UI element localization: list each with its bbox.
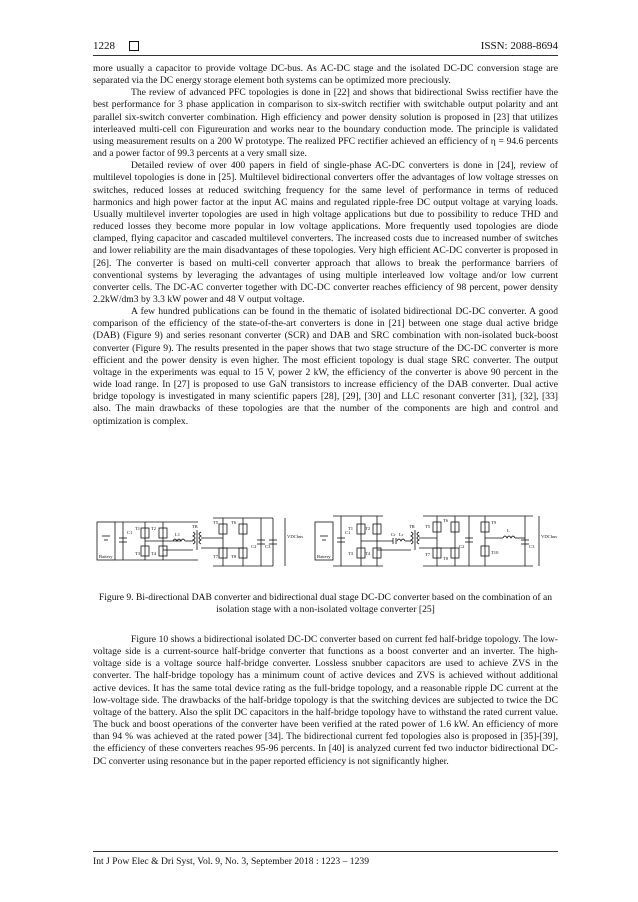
component-label: C2: [459, 544, 465, 549]
component-label: C3: [265, 544, 271, 549]
component-label: TR: [409, 524, 415, 529]
body-text-bottom: [93, 634, 558, 768]
body-text-top: [93, 63, 558, 428]
component-label: L: [507, 528, 510, 533]
component-label: T3: [348, 551, 354, 556]
header-divider: [93, 55, 558, 56]
footer-divider: [93, 851, 558, 852]
component-label: T5: [213, 520, 219, 525]
component-label: Cr: [391, 532, 396, 537]
component-label: T6: [231, 520, 237, 525]
component-label: T2: [151, 526, 157, 531]
journal-footer: Int J Pow Elec & Dri Syst, Vol. 9, No. 3, September 2018 : 1223 – 1239: [93, 856, 369, 867]
component-label: C1: [345, 530, 351, 535]
battery-label: Battery: [317, 554, 331, 559]
component-label: L1: [175, 532, 181, 537]
component-label: T6: [443, 518, 449, 523]
component-label: T7: [213, 554, 219, 559]
component-label: Lr: [399, 532, 404, 537]
square-icon: [129, 41, 139, 51]
paragraph: Figure 10 shows a bidirectional isolated DC-DC converter based on current fed half-bridge topology. The low-voltage side is a current-source half-bridge converter that functions as a boost converter and an inverter. The high-voltage side is a voltage source half-bridge converter. Lossless snubber capacitors are used to achieve ZVS in the converter. The half-bridge topology has a minimum count of active devices and ZVS is achieved without additional active devices. It has the same total device rating as the full-bridge topology, and a reasonable ripple DC current at the low-voltage side. The drawbacks of the half-bridge topology is that the switching devices are subjected to twice the DC voltage of the battery. Also the split DC capacitors in the half-bridge topology have to withstand the rated current value. The buck and boost operations of the converter have been verified at the rated power of 1.6 kW. An efficiency of more than 94 % was achieved at the rated power [34]. The bidirectional current fed topologies also is proposed in [35]-[39], the efficiency of these converters reaches 95-96 percents. In [40] is analyzed current fed two inductor bidirectional DC-DC converter using resonance but in the paper reported efficiency is not significantly higher.: [93, 634, 558, 767]
component-label: T5: [425, 524, 431, 529]
page-header: [93, 36, 558, 52]
component-label: T2: [365, 526, 371, 531]
component-label: T4: [151, 551, 157, 556]
component-label: T1: [348, 526, 354, 531]
issn-label: ISSN: 2088-8694: [480, 40, 558, 52]
figure-9-schematics: [93, 508, 558, 586]
component-label: TR: [192, 524, 198, 529]
paragraph: A few hundred publications can be found in the thematic of isolated bidirectional DC-DC converter. A good comparison of the efficiency of the state-of-the-art converters is done in [21] between one stage dual active bridge (DAB) (Figure 9) and series resonant converter (SCR) and DAB and SRC combination with non-isolated buck-boost converter (Figure 9). The results presented in the paper shows that two stage structure of the DC-DC converter is more efficient and the power density is even higher. The most efficient topology is dual stage SRC converter. The output voltage in the experiments was equal to 15 V, power 2 kW, the efficiency of the converter is above 90 percent in the wide load range. In [27] is proposed to use GaN transistors to increase efficiency of the DAB converter. Dual active bridge topology is investigated in many scientific papers [28], [29], [30] and LLC resonant converter [31], [32], [33] also. The main drawbacks of these topologies are that the number of the components are high and control and optimization is complex.: [93, 306, 558, 427]
component-label: T9: [491, 520, 497, 525]
paragraph: more usually a capacitor to provide voltage DC-bus. As AC-DC stage and the isolated DC-DC conversion stage are separated via the DC energy storage element both systems can be optimized more preciously.: [93, 63, 558, 87]
dab-converter-schematic: [97, 518, 285, 566]
component-label: T4: [365, 551, 371, 556]
paragraph: Detailed review of over 400 papers in field of single-phase AC-DC converters is done in [24], review of multilevel topologies is done in [25]. Multilevel bidirectional converters offer the advantages of low voltage stresses on switches, reduced losses at reduced switching frequency for the same level of performance in terms of reduced harmonics and high power factor at the input AC mains and regulated ripple-free DC output voltage at varying loads. Usually multilevel inverter topologies are used in high voltage applications but due to possibility to reduce THD and reduced losses they become more popular in low voltage applications. More frequently used topologies are diode clamped, flying capacitor and cascaded multilevel converters. The increased costs due to increased number of switches and lower reliability are the main disadvantages of these topologies. Very high efficient AC-DC converter is proposed in [26]. The converter is based on multi-cell converter approach that allows to break the performance barriers of conventional systems by leveraging the advantages of using multiple interleaved low voltage and/or low current converter cells. The DC-AC converter together with DC-DC converter reaches efficiency of 98 percent, power density 2.2kW/dm3 by 3.3 kW power and 48 V output voltage.: [93, 160, 558, 305]
vdcbus-label: VDCbus: [287, 534, 304, 539]
paragraph: The review of advanced PFC topologies is done in [22] and shows that bidirectional Swiss rectifier have the best performance for 3 phase application in comparison to six-switch rectifier with switchable output polarity and ant parallel six-switch converter combination. High efficiency and power density solution is proposed in [23] that utilizes interleaved multi-cell con Figureuration and works near to the boundary conduction mode. The principle is validated using measurement results on a 200 W prototype. The realized PFC rectifier achieved an efficiency of η = 94.6 percents and a power factor of 99.3 percents at a very small size.: [93, 87, 558, 160]
component-label: T3: [135, 551, 141, 556]
component-label: C1: [127, 530, 133, 535]
component-label: T10: [491, 550, 499, 555]
component-label: T8: [443, 556, 449, 561]
vdcbus-label: VDCbus: [541, 534, 558, 539]
page-number: 1228: [93, 40, 115, 52]
component-label: T8: [231, 554, 237, 559]
battery-label: Battery: [99, 554, 113, 559]
component-label: T1: [135, 526, 141, 531]
component-label: C3: [529, 544, 535, 549]
component-label: T7: [425, 552, 431, 557]
figure-caption: Figure 9. Bi-directional DAB converter and bidirectional dual stage DC-DC converter based on the combination of an isolation stage with a non-isolated voltage converter [25]: [98, 592, 553, 616]
component-label: C2: [251, 544, 257, 549]
